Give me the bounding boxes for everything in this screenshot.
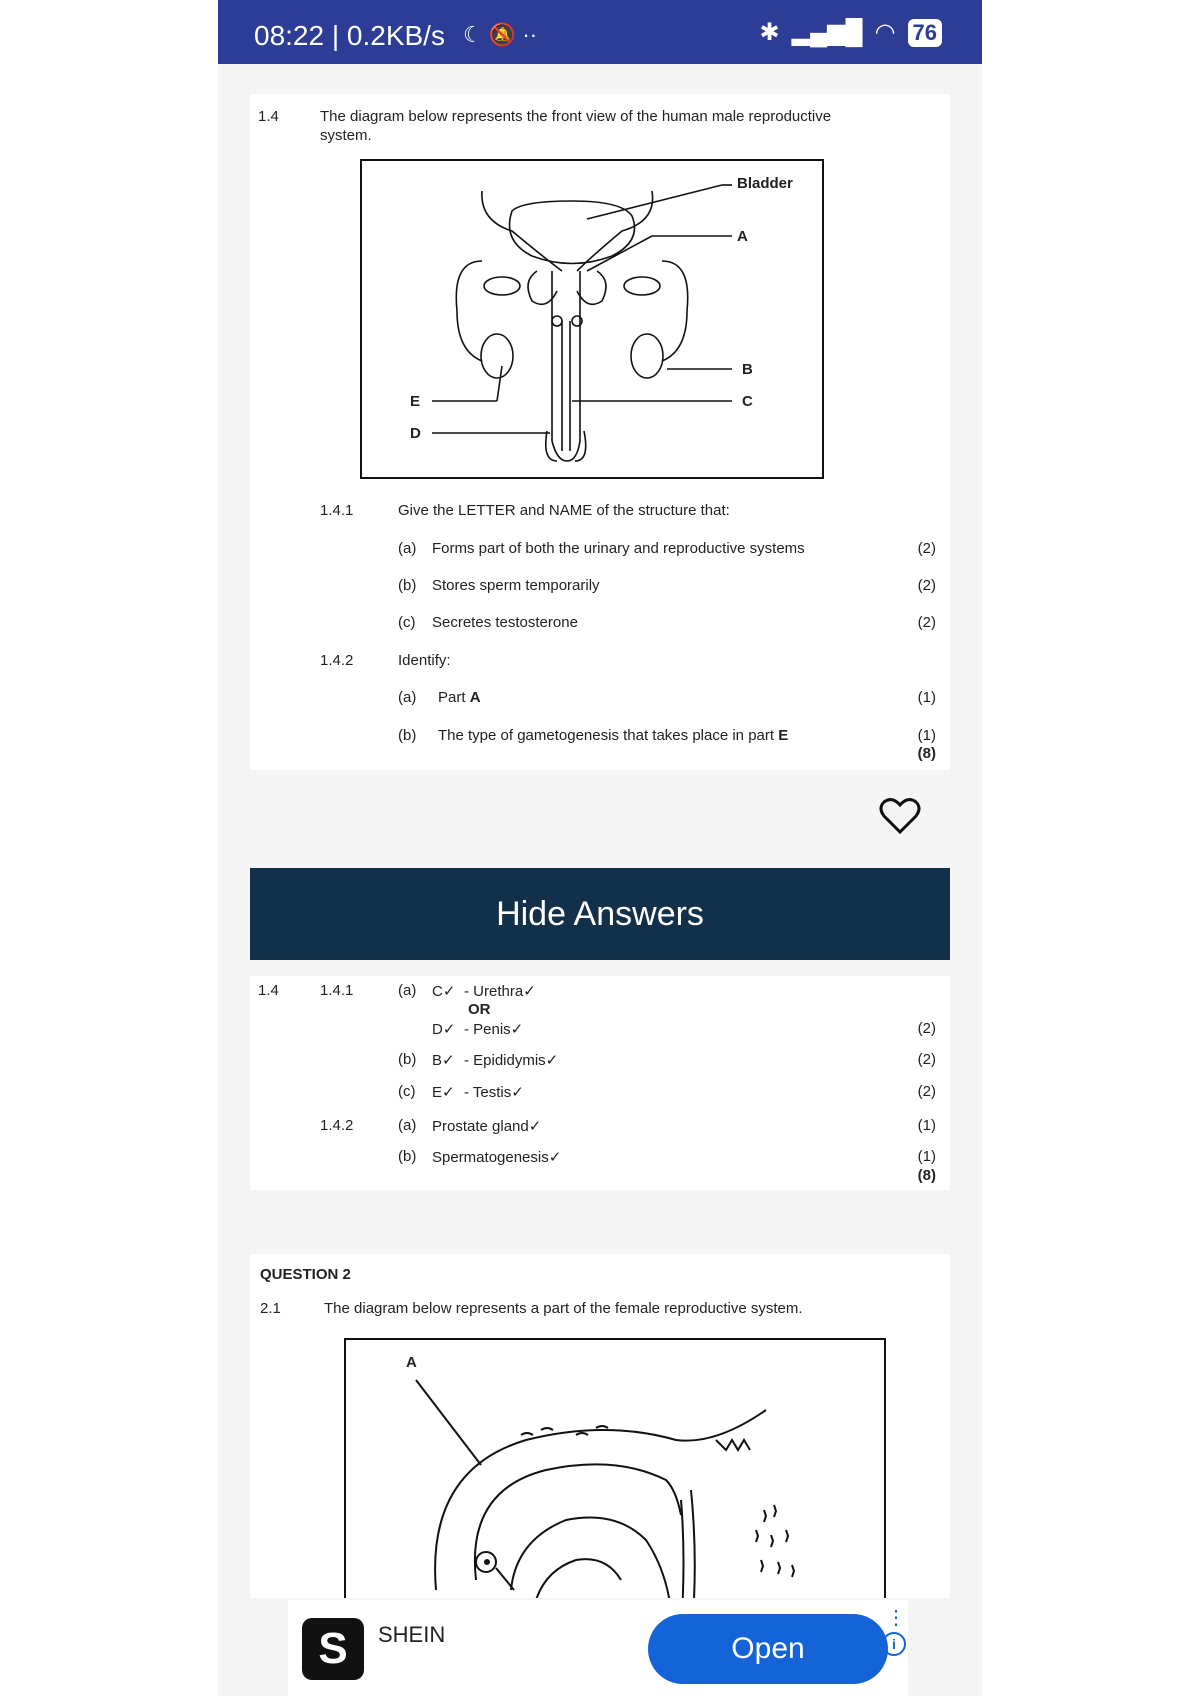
status-left-icons [463,22,537,48]
q142-prompt: Identify: [398,652,451,669]
answer-c-letter: (c) [398,1083,416,1100]
battery-icon: 76 [908,19,942,47]
q141-c-letter: (c) [398,614,416,631]
answer-d-marks: (2) [917,1020,936,1037]
question-intro-line2: system. [320,127,372,144]
female-diagram-drawing [346,1340,884,1598]
q142-a-text-bold: A [469,689,481,706]
question-2-heading: QUESTION 2 [260,1266,351,1283]
label-a: A [737,228,748,245]
status-right-icons [760,18,942,47]
answer-c-marks: (2) [917,1083,936,1100]
q141-c-text: Secretes testosterone [432,614,578,631]
answer-c-code: E✓ [432,1084,455,1101]
answer-a-text: - Urethra✓ [464,983,536,1000]
hide-answers-button[interactable]: Hide Answers [250,868,950,960]
q141-c-marks: (2) [917,614,936,631]
question-number: 1.4 [258,108,279,125]
q142-b-marks: (1) [917,727,936,744]
status-bar [218,0,982,64]
signal-icon: ▂▄▆█ [791,19,863,46]
answer-142b-text: Spermatogenesis✓ [432,1149,562,1166]
question-2-intro: The diagram below represents a part of the female reproductive system. [324,1300,803,1317]
answer-b-letter: (b) [398,1051,417,1068]
dots-icon: ·· [522,22,538,47]
ad-advertiser-name: SHEIN [378,1622,446,1647]
phone-screen [218,0,982,1696]
ad-info-icon[interactable]: i [882,1632,906,1656]
ad-banner[interactable] [288,1600,908,1696]
answer-a-code: C✓ [432,983,456,1000]
ad-open-button[interactable]: Open [648,1614,888,1684]
label-c: C [742,393,753,410]
q141-a-text: Forms part of both the urinary and reproductive systems [432,540,805,557]
mute-icon: 🔕 [488,22,517,47]
label-b: B [742,361,753,378]
q141-b-letter: (b) [398,577,417,594]
answer-142b-letter: (b) [398,1148,417,1165]
label-bladder: Bladder [737,175,793,192]
answer-c-text: - Testis✓ [464,1084,524,1101]
question-2-number: 2.1 [260,1300,281,1317]
bluetooth-icon: ✱ [759,19,780,46]
ad-more-icon[interactable]: ⋮ [886,1607,906,1629]
answer-d-code: D✓ [432,1021,456,1038]
answer-d-text: - Penis✓ [464,1021,524,1038]
answer-142a-marks: (1) [917,1117,936,1134]
q141-a-marks: (2) [917,540,936,557]
q142-b-text-main: The type of gametogenesis that takes place in part [438,727,779,744]
wifi-icon: ◠ [874,19,896,46]
female-label-a: A [406,1354,417,1371]
q142-a-marks: (1) [917,689,936,706]
answer-142a-letter: (a) [398,1117,417,1134]
heart-icon[interactable] [878,796,922,836]
q141-b-text: Stores sperm temporarily [432,577,600,594]
q142-b-text [438,727,788,744]
q142-total: (8) [917,745,936,762]
answers-card [250,976,950,1190]
answer-or: OR [468,1001,491,1018]
question-2-card [250,1254,950,1598]
q141-a-letter: (a) [398,540,417,557]
answer-total: (8) [917,1167,936,1184]
q142-b-text-bold: E [778,727,789,744]
q142-number: 1.4.2 [320,652,354,669]
answer-141-number: 1.4.1 [320,982,354,999]
status-time: 08:22 | 0.2KB/s [254,20,445,51]
answer-a-letter: (a) [398,982,417,999]
q141-prompt: Give the LETTER and NAME of the structure that: [398,502,730,519]
answer-142-number: 1.4.2 [320,1117,354,1134]
male-reproductive-diagram [360,159,824,479]
question-intro-line1: The diagram below represents the front view of the human male reproductive [320,108,832,125]
q142-a-letter: (a) [398,689,417,706]
answer-b-marks: (2) [917,1051,936,1068]
label-d: D [410,425,421,442]
q141-number: 1.4.1 [320,502,354,519]
answer-b-text: - Epididymis✓ [464,1052,559,1069]
moon-icon: ☾ [463,22,483,47]
q142-a-text-main: Part [438,689,470,706]
answer-142a-text: Prostate gland✓ [432,1118,542,1135]
q142-a-text [438,689,481,706]
diagram-drawing [362,161,822,477]
female-reproductive-diagram [344,1338,886,1598]
label-e: E [410,393,421,410]
q141-b-marks: (2) [917,577,936,594]
q142-b-letter: (b) [398,727,417,744]
question-card [250,94,950,770]
answer-number: 1.4 [258,982,279,999]
answer-142b-marks: (1) [917,1148,936,1165]
answer-b-code: B✓ [432,1052,455,1069]
shein-logo[interactable]: S [302,1618,364,1680]
